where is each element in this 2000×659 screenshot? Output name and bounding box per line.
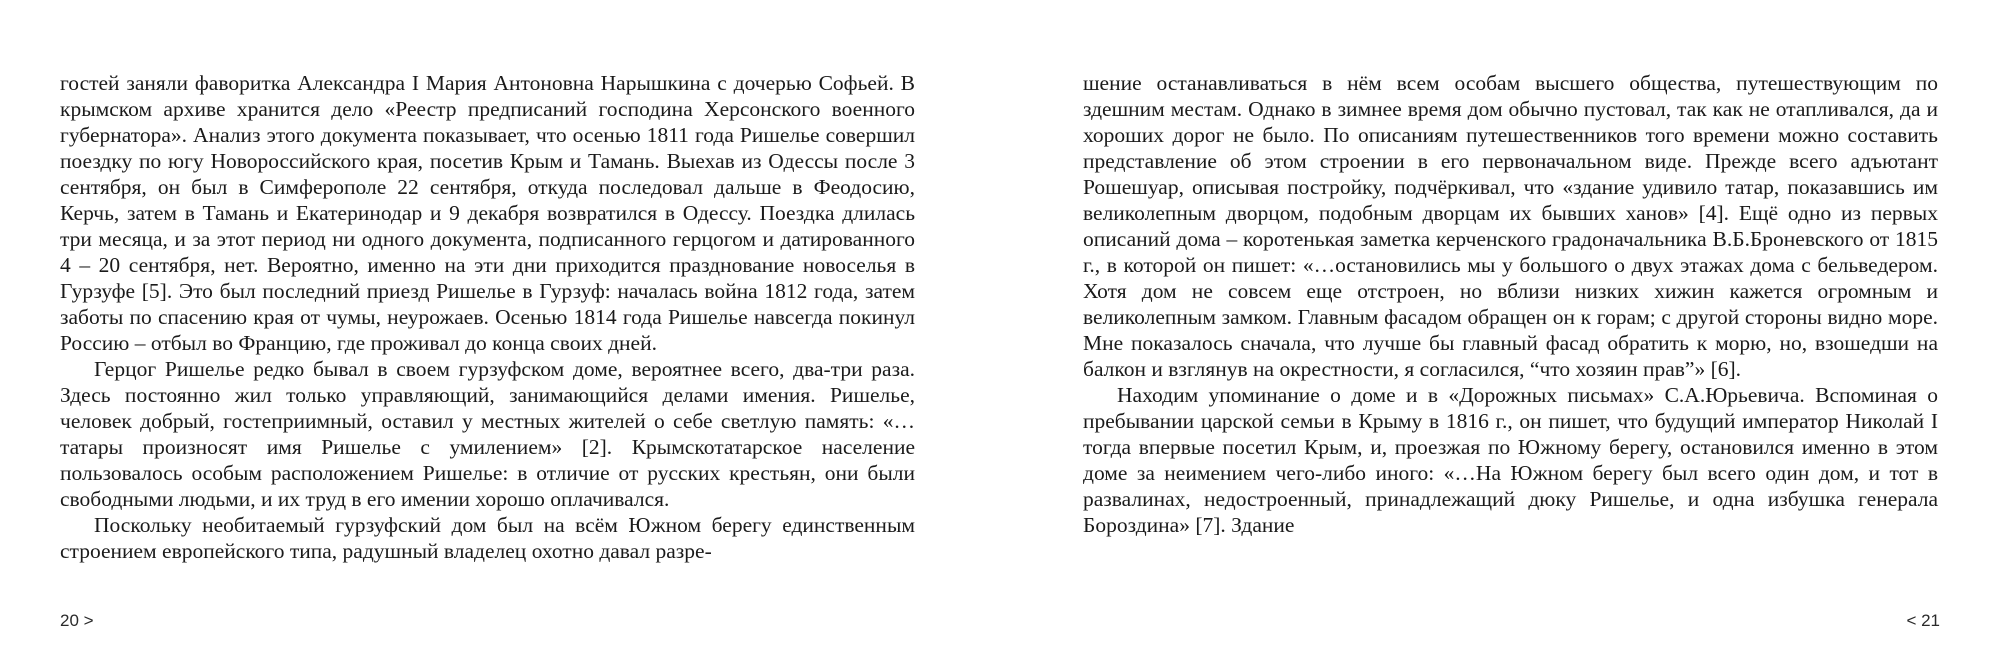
paragraph: Поскольку необитаемый гурзуфский дом был на всём Южном берегу единственным строением европейского типа, радушный владелец охотно давал разре- [60, 513, 915, 563]
right-page-number: < 21 [1906, 611, 1940, 630]
left-page-number: 20 > [60, 611, 94, 630]
paragraph: гостей заняли фаворитка Александра I Мария Антоновна Нарышкина с дочерью Софьей. В крымском архиве хранится дело «Реестр предписаний господина Херсонского военного губернатора». Анализ этого документа показывает, что осенью 1811 года Ришелье совершил поездку по югу Новороссийского края, посетив Крым и Тамань. Выехав из Одессы после 3 сентября, он был в Симферополе 22 сентября, откуда последовал дальше в Феодосию, Керчь, затем в Тамань и Екатеринодар и 9 декабря возвратился в Одессу. Поездка длилась три месяца, и за этот период ни одного документа, подписанного герцогом и датированного 4 – 20 сентября, нет. Вероятно, именно на эти дни приходится празднование новоселья в Гурзуфе [5]. Это был последний приезд Ришелье в Гурзуф: началась война 1812 года, затем заботы по спасению края от чумы, неурожаев. Осенью 1814 года Ришелье навсегда покинул Россию – отбыл во Францию, где проживал до конца своих дней. [60, 71, 915, 355]
paragraph: шение останавливаться в нём всем особам высшего общества, путешествующим по здешним местам. Однако в зимнее время дом обычно пустовал, так как не отапливался, да и хороших дорог не было. По описаниям путешественников того времени можно составить представление об этом строении в его первоначальном виде. Прежде всего адъютант Рошешуар, описывая постройку, подчёркивал, что «здание удивило татар, показавшись им великолепным дворцом, подобным дворцам их бывших ханов» [4]. Ещё одно из первых описаний дома – коротенькая заметка керченского градоначальника В.Б.Броневского от 1815 г., в которой он пишет: «…остановились мы у большого о двух этажах дома с бельведером. Хотя дом не совсем еще отстроен, но вблизи низких хижин кажется огромным и великолепным замком. Главным фасадом обращен он к горам; с другой стороны видно море. Мне показалось сначала, что лучше бы главный фасад обратить к морю, но, взошедши на балкон и взглянув на окрестности, я согласился, “что хозяин прав”» [6]. [1083, 71, 1938, 381]
paragraph: Герцог Ришелье редко бывал в своем гурзуфском доме, вероятнее всего, два-три раза. Здесь постоянно жил только управляющий, занимающийся делами имения. Ришелье, человек добрый, гостеприимный, оставил у местных жителей о себе светлую память: «…татары произносят имя Ришелье с умилением» [2]. Крымскотатарское население пользовалось особым расположением Ришелье: в отличие от русских крестьян, они были свободными людьми, и их труд в его имении хорошо оплачивался. [60, 357, 915, 511]
left-page-text [60, 70, 915, 564]
paragraph: Находим упоминание о доме и в «Дорожных письмах» С.А.Юрьевича. Вспоминая о пребывании царской семьи в Крыму в 1816 г., он пишет, что будущий император Николай I тогда впервые посетил Крым, и, проезжая по Южному берегу, остановился именно в этом доме за неимением чего-либо иного: «…На Южном берегу был всего один дом, и тот в развалинах, недостроенный, принадлежащий дюку Ришелье, и одна избушка генерала Бороздина» [7]. Здание [1083, 383, 1938, 537]
right-page-text [1083, 70, 1938, 538]
